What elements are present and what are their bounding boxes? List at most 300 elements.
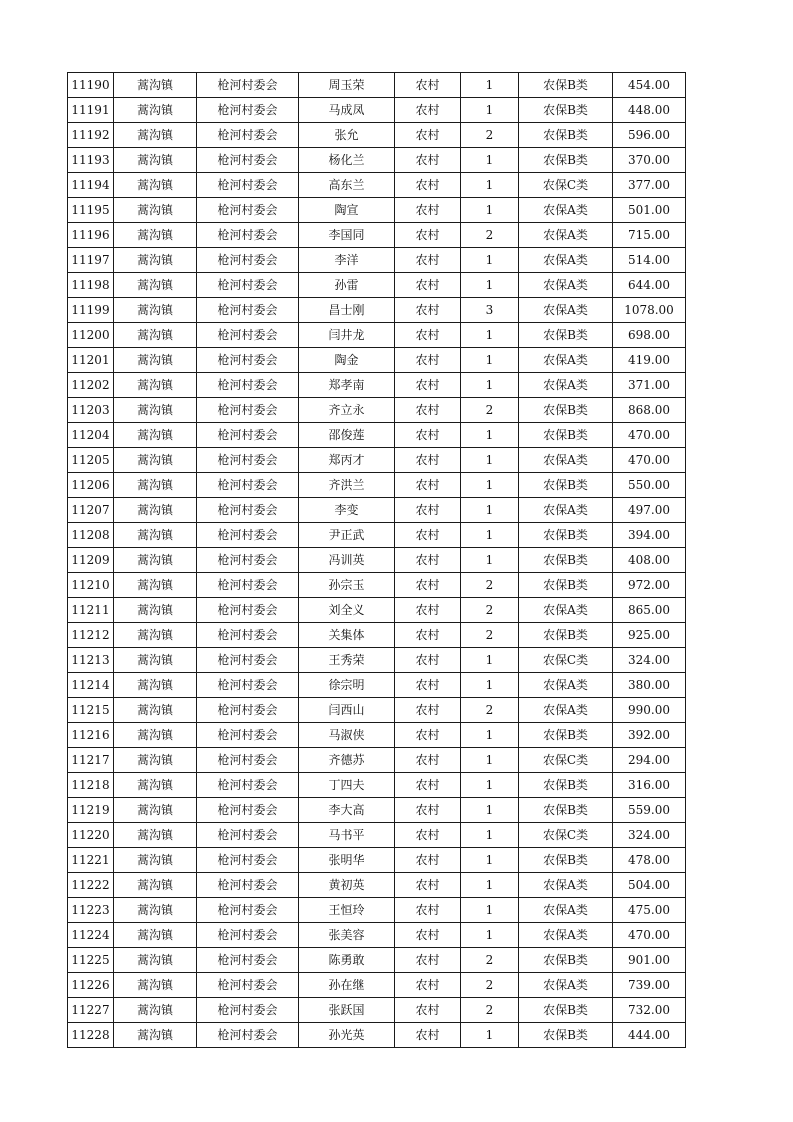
table-row	[68, 823, 686, 848]
cell-village: 枪河村委会	[197, 823, 299, 848]
cell-count: 1	[461, 823, 519, 848]
cell-category: 农保B类	[519, 573, 613, 598]
cell-category: 农保B类	[519, 123, 613, 148]
cell-id: 11211	[68, 598, 114, 623]
table-row	[68, 498, 686, 523]
cell-name: 张美容	[299, 923, 395, 948]
cell-type: 农村	[395, 773, 461, 798]
cell-count: 1	[461, 873, 519, 898]
cell-village: 枪河村委会	[197, 648, 299, 673]
cell-name: 陶金	[299, 348, 395, 373]
cell-name: 李国同	[299, 223, 395, 248]
cell-category: 农保B类	[519, 773, 613, 798]
cell-count: 1	[461, 748, 519, 773]
cell-name: 徐宗明	[299, 673, 395, 698]
cell-category: 农保A类	[519, 198, 613, 223]
cell-village: 枪河村委会	[197, 173, 299, 198]
cell-name: 马淑侠	[299, 723, 395, 748]
table-row	[68, 98, 686, 123]
cell-town: 蒿沟镇	[114, 348, 197, 373]
cell-name: 张允	[299, 123, 395, 148]
cell-name: 齐德苏	[299, 748, 395, 773]
cell-town: 蒿沟镇	[114, 598, 197, 623]
cell-name: 昌士刚	[299, 298, 395, 323]
cell-category: 农保A类	[519, 298, 613, 323]
cell-id: 11227	[68, 998, 114, 1023]
cell-town: 蒿沟镇	[114, 973, 197, 998]
cell-count: 3	[461, 298, 519, 323]
cell-town: 蒿沟镇	[114, 323, 197, 348]
cell-id: 11225	[68, 948, 114, 973]
cell-count: 2	[461, 998, 519, 1023]
cell-id: 11223	[68, 898, 114, 923]
cell-type: 农村	[395, 573, 461, 598]
table-row	[68, 173, 686, 198]
cell-count: 1	[461, 448, 519, 473]
cell-village: 枪河村委会	[197, 798, 299, 823]
cell-name: 丁四夫	[299, 773, 395, 798]
table-row	[68, 748, 686, 773]
table-row	[68, 898, 686, 923]
cell-category: 农保C类	[519, 823, 613, 848]
cell-name: 邵俊莲	[299, 423, 395, 448]
cell-type: 农村	[395, 598, 461, 623]
cell-category: 农保B类	[519, 998, 613, 1023]
cell-count: 1	[461, 898, 519, 923]
cell-town: 蒿沟镇	[114, 398, 197, 423]
cell-category: 农保A类	[519, 973, 613, 998]
cell-village: 枪河村委会	[197, 773, 299, 798]
cell-id: 11222	[68, 873, 114, 898]
cell-name: 周玉荣	[299, 73, 395, 98]
cell-town: 蒿沟镇	[114, 648, 197, 673]
cell-town: 蒿沟镇	[114, 823, 197, 848]
table-row	[68, 598, 686, 623]
cell-name: 张明华	[299, 848, 395, 873]
cell-village: 枪河村委会	[197, 873, 299, 898]
cell-id: 11213	[68, 648, 114, 673]
cell-amount: 370.00	[613, 148, 686, 173]
cell-name: 张跃国	[299, 998, 395, 1023]
cell-village: 枪河村委会	[197, 298, 299, 323]
cell-town: 蒿沟镇	[114, 798, 197, 823]
cell-town: 蒿沟镇	[114, 698, 197, 723]
cell-type: 农村	[395, 223, 461, 248]
cell-category: 农保A类	[519, 373, 613, 398]
cell-village: 枪河村委会	[197, 398, 299, 423]
cell-category: 农保C类	[519, 173, 613, 198]
cell-id: 11228	[68, 1023, 114, 1048]
cell-village: 枪河村委会	[197, 223, 299, 248]
cell-village: 枪河村委会	[197, 523, 299, 548]
cell-village: 枪河村委会	[197, 348, 299, 373]
cell-town: 蒿沟镇	[114, 373, 197, 398]
cell-count: 1	[461, 523, 519, 548]
cell-amount: 408.00	[613, 548, 686, 573]
cell-id: 11224	[68, 923, 114, 948]
cell-type: 农村	[395, 323, 461, 348]
cell-village: 枪河村委会	[197, 1023, 299, 1048]
cell-town: 蒿沟镇	[114, 148, 197, 173]
cell-name: 闫井龙	[299, 323, 395, 348]
cell-id: 11209	[68, 548, 114, 573]
cell-category: 农保C类	[519, 648, 613, 673]
cell-category: 农保A类	[519, 348, 613, 373]
cell-amount: 475.00	[613, 898, 686, 923]
roster-sheet	[67, 72, 685, 1048]
cell-count: 1	[461, 673, 519, 698]
cell-type: 农村	[395, 948, 461, 973]
cell-count: 1	[461, 348, 519, 373]
table-row	[68, 448, 686, 473]
cell-category: 农保B类	[519, 98, 613, 123]
cell-id: 11218	[68, 773, 114, 798]
cell-town: 蒿沟镇	[114, 1023, 197, 1048]
cell-id: 11201	[68, 348, 114, 373]
cell-amount: 497.00	[613, 498, 686, 523]
cell-type: 农村	[395, 473, 461, 498]
cell-amount: 644.00	[613, 273, 686, 298]
cell-village: 枪河村委会	[197, 273, 299, 298]
table-row	[68, 948, 686, 973]
cell-count: 1	[461, 273, 519, 298]
cell-id: 11215	[68, 698, 114, 723]
cell-type: 农村	[395, 623, 461, 648]
cell-count: 2	[461, 223, 519, 248]
table-row	[68, 923, 686, 948]
cell-town: 蒿沟镇	[114, 173, 197, 198]
cell-count: 1	[461, 1023, 519, 1048]
cell-type: 农村	[395, 348, 461, 373]
table-row	[68, 323, 686, 348]
cell-village: 枪河村委会	[197, 448, 299, 473]
cell-amount: 1078.00	[613, 298, 686, 323]
cell-category: 农保B类	[519, 623, 613, 648]
cell-amount: 470.00	[613, 423, 686, 448]
cell-name: 王恒玲	[299, 898, 395, 923]
cell-type: 农村	[395, 548, 461, 573]
cell-amount: 868.00	[613, 398, 686, 423]
cell-category: 农保A类	[519, 698, 613, 723]
cell-town: 蒿沟镇	[114, 448, 197, 473]
cell-village: 枪河村委会	[197, 473, 299, 498]
cell-town: 蒿沟镇	[114, 498, 197, 523]
cell-amount: 478.00	[613, 848, 686, 873]
cell-town: 蒿沟镇	[114, 423, 197, 448]
cell-village: 枪河村委会	[197, 673, 299, 698]
cell-amount: 371.00	[613, 373, 686, 398]
cell-count: 1	[461, 798, 519, 823]
cell-count: 1	[461, 648, 519, 673]
cell-town: 蒿沟镇	[114, 223, 197, 248]
cell-name: 马书平	[299, 823, 395, 848]
cell-category: 农保C类	[519, 748, 613, 773]
cell-amount: 324.00	[613, 648, 686, 673]
roster-table	[67, 72, 686, 1048]
cell-amount: 448.00	[613, 98, 686, 123]
cell-count: 1	[461, 848, 519, 873]
table-row	[68, 573, 686, 598]
cell-id: 11198	[68, 273, 114, 298]
cell-town: 蒿沟镇	[114, 748, 197, 773]
cell-category: 农保B类	[519, 73, 613, 98]
cell-id: 11193	[68, 148, 114, 173]
cell-count: 2	[461, 623, 519, 648]
cell-name: 孙光英	[299, 1023, 395, 1048]
cell-id: 11197	[68, 248, 114, 273]
table-row	[68, 1023, 686, 1048]
table-row	[68, 848, 686, 873]
cell-amount: 698.00	[613, 323, 686, 348]
table-row	[68, 723, 686, 748]
cell-count: 1	[461, 373, 519, 398]
cell-count: 1	[461, 198, 519, 223]
cell-id: 11191	[68, 98, 114, 123]
cell-id: 11194	[68, 173, 114, 198]
cell-amount: 550.00	[613, 473, 686, 498]
cell-count: 1	[461, 473, 519, 498]
cell-amount: 732.00	[613, 998, 686, 1023]
cell-id: 11221	[68, 848, 114, 873]
cell-amount: 501.00	[613, 198, 686, 223]
cell-amount: 470.00	[613, 448, 686, 473]
cell-category: 农保B类	[519, 1023, 613, 1048]
cell-village: 枪河村委会	[197, 623, 299, 648]
cell-type: 农村	[395, 798, 461, 823]
cell-id: 11202	[68, 373, 114, 398]
cell-name: 杨化兰	[299, 148, 395, 173]
cell-id: 11195	[68, 198, 114, 223]
cell-type: 农村	[395, 73, 461, 98]
cell-village: 枪河村委会	[197, 98, 299, 123]
cell-village: 枪河村委会	[197, 423, 299, 448]
cell-village: 枪河村委会	[197, 73, 299, 98]
cell-type: 农村	[395, 823, 461, 848]
cell-id: 11196	[68, 223, 114, 248]
table-row	[68, 398, 686, 423]
table-row	[68, 548, 686, 573]
cell-category: 农保A类	[519, 673, 613, 698]
cell-village: 枪河村委会	[197, 848, 299, 873]
table-row	[68, 223, 686, 248]
cell-village: 枪河村委会	[197, 198, 299, 223]
cell-type: 农村	[395, 923, 461, 948]
cell-type: 农村	[395, 723, 461, 748]
cell-amount: 901.00	[613, 948, 686, 973]
cell-category: 农保B类	[519, 798, 613, 823]
cell-amount: 715.00	[613, 223, 686, 248]
cell-amount: 504.00	[613, 873, 686, 898]
cell-type: 农村	[395, 423, 461, 448]
cell-count: 1	[461, 498, 519, 523]
cell-type: 农村	[395, 698, 461, 723]
cell-village: 枪河村委会	[197, 748, 299, 773]
cell-count: 1	[461, 723, 519, 748]
table-row	[68, 698, 686, 723]
cell-town: 蒿沟镇	[114, 548, 197, 573]
cell-category: 农保B类	[519, 948, 613, 973]
cell-type: 农村	[395, 748, 461, 773]
cell-id: 11226	[68, 973, 114, 998]
cell-name: 李变	[299, 498, 395, 523]
cell-count: 1	[461, 98, 519, 123]
cell-town: 蒿沟镇	[114, 248, 197, 273]
cell-category: 农保B类	[519, 723, 613, 748]
cell-town: 蒿沟镇	[114, 723, 197, 748]
cell-category: 农保B类	[519, 473, 613, 498]
table-row	[68, 148, 686, 173]
table-row	[68, 248, 686, 273]
cell-village: 枪河村委会	[197, 973, 299, 998]
cell-town: 蒿沟镇	[114, 998, 197, 1023]
cell-amount: 316.00	[613, 773, 686, 798]
table-row	[68, 373, 686, 398]
cell-amount: 925.00	[613, 623, 686, 648]
cell-name: 齐洪兰	[299, 473, 395, 498]
cell-name: 孙宗玉	[299, 573, 395, 598]
cell-category: 农保A类	[519, 598, 613, 623]
cell-type: 农村	[395, 98, 461, 123]
cell-amount: 324.00	[613, 823, 686, 848]
cell-type: 农村	[395, 498, 461, 523]
cell-name: 郑孝南	[299, 373, 395, 398]
cell-category: 农保A类	[519, 923, 613, 948]
cell-village: 枪河村委会	[197, 923, 299, 948]
cell-count: 1	[461, 148, 519, 173]
cell-count: 1	[461, 323, 519, 348]
cell-count: 2	[461, 973, 519, 998]
cell-town: 蒿沟镇	[114, 523, 197, 548]
cell-name: 李洋	[299, 248, 395, 273]
table-row	[68, 648, 686, 673]
cell-count: 1	[461, 73, 519, 98]
cell-id: 11220	[68, 823, 114, 848]
cell-town: 蒿沟镇	[114, 773, 197, 798]
cell-name: 黄初英	[299, 873, 395, 898]
cell-amount: 865.00	[613, 598, 686, 623]
table-row	[68, 423, 686, 448]
cell-type: 农村	[395, 373, 461, 398]
cell-count: 2	[461, 123, 519, 148]
table-row	[68, 673, 686, 698]
cell-count: 1	[461, 773, 519, 798]
table-row	[68, 123, 686, 148]
cell-id: 11199	[68, 298, 114, 323]
cell-count: 2	[461, 573, 519, 598]
cell-town: 蒿沟镇	[114, 473, 197, 498]
table-row	[68, 273, 686, 298]
cell-id: 11200	[68, 323, 114, 348]
table-row	[68, 798, 686, 823]
cell-id: 11210	[68, 573, 114, 598]
cell-amount: 294.00	[613, 748, 686, 773]
cell-town: 蒿沟镇	[114, 98, 197, 123]
cell-village: 枪河村委会	[197, 373, 299, 398]
cell-town: 蒿沟镇	[114, 898, 197, 923]
cell-type: 农村	[395, 173, 461, 198]
cell-name: 李大高	[299, 798, 395, 823]
cell-village: 枪河村委会	[197, 598, 299, 623]
cell-id: 11208	[68, 523, 114, 548]
cell-count: 1	[461, 548, 519, 573]
cell-name: 陈勇敢	[299, 948, 395, 973]
cell-town: 蒿沟镇	[114, 573, 197, 598]
cell-type: 农村	[395, 298, 461, 323]
cell-amount: 514.00	[613, 248, 686, 273]
cell-town: 蒿沟镇	[114, 623, 197, 648]
cell-category: 农保A类	[519, 223, 613, 248]
cell-village: 枪河村委会	[197, 498, 299, 523]
cell-count: 2	[461, 948, 519, 973]
cell-village: 枪河村委会	[197, 148, 299, 173]
cell-id: 11207	[68, 498, 114, 523]
cell-town: 蒿沟镇	[114, 923, 197, 948]
cell-type: 农村	[395, 273, 461, 298]
cell-name: 王秀荣	[299, 648, 395, 673]
cell-village: 枪河村委会	[197, 948, 299, 973]
cell-id: 11214	[68, 673, 114, 698]
table-row	[68, 773, 686, 798]
cell-village: 枪河村委会	[197, 548, 299, 573]
cell-count: 1	[461, 173, 519, 198]
table-row	[68, 873, 686, 898]
cell-category: 农保A类	[519, 898, 613, 923]
cell-id: 11203	[68, 398, 114, 423]
table-row	[68, 998, 686, 1023]
cell-village: 枪河村委会	[197, 898, 299, 923]
cell-name: 郑丙才	[299, 448, 395, 473]
cell-type: 农村	[395, 1023, 461, 1048]
cell-id: 11205	[68, 448, 114, 473]
cell-town: 蒿沟镇	[114, 948, 197, 973]
cell-town: 蒿沟镇	[114, 73, 197, 98]
cell-amount: 392.00	[613, 723, 686, 748]
cell-name: 刘全义	[299, 598, 395, 623]
cell-name: 齐立永	[299, 398, 395, 423]
cell-village: 枪河村委会	[197, 698, 299, 723]
table-row	[68, 298, 686, 323]
cell-town: 蒿沟镇	[114, 123, 197, 148]
cell-id: 11192	[68, 123, 114, 148]
cell-category: 农保B类	[519, 548, 613, 573]
cell-count: 2	[461, 398, 519, 423]
cell-village: 枪河村委会	[197, 573, 299, 598]
cell-type: 农村	[395, 648, 461, 673]
roster-body	[68, 73, 686, 1048]
cell-amount: 972.00	[613, 573, 686, 598]
cell-town: 蒿沟镇	[114, 273, 197, 298]
cell-name: 马成凤	[299, 98, 395, 123]
table-row	[68, 623, 686, 648]
cell-village: 枪河村委会	[197, 323, 299, 348]
cell-id: 11206	[68, 473, 114, 498]
cell-name: 冯训英	[299, 548, 395, 573]
cell-category: 农保A类	[519, 873, 613, 898]
cell-id: 11190	[68, 73, 114, 98]
cell-type: 农村	[395, 998, 461, 1023]
cell-category: 农保B类	[519, 323, 613, 348]
table-row	[68, 523, 686, 548]
cell-amount: 394.00	[613, 523, 686, 548]
cell-type: 农村	[395, 848, 461, 873]
cell-category: 农保A类	[519, 498, 613, 523]
table-row	[68, 348, 686, 373]
cell-amount: 419.00	[613, 348, 686, 373]
cell-name: 孙在继	[299, 973, 395, 998]
cell-category: 农保B类	[519, 523, 613, 548]
cell-type: 农村	[395, 248, 461, 273]
cell-type: 农村	[395, 673, 461, 698]
